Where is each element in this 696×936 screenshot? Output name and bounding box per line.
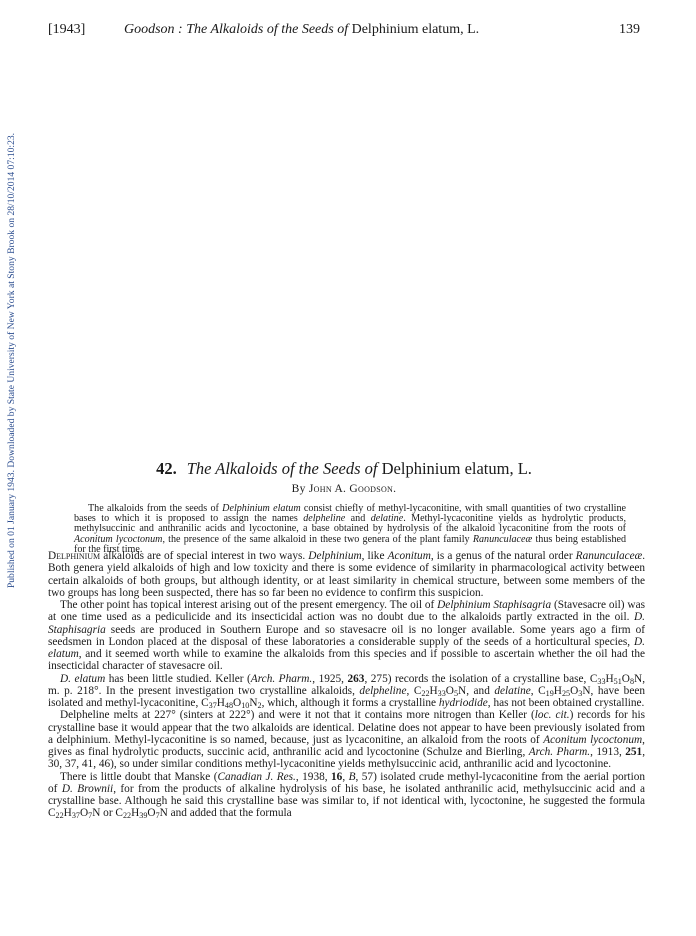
running-head — [48, 22, 640, 40]
article-body — [48, 550, 645, 820]
download-stamp — [4, 60, 20, 660]
body-paragraph-2: The other point has topical interest arising out of the present emergency. The oil of Delphinium Staphisagria (Stavesacre oil) was at one time used as a pediculicide and its insecticidal action was no doubt due to the alkaloids partly extracted in the oil. D. Staphisagria seeds are produced in Southern Europe and so stavesacre oil is no longer available. Some years ago a firm of seedsmen in London placed at the disposal of these laboratories a considerable supply of the seeds of a horticultural species, D. elatum, and it seemed worth while to examine the alkaloids from this species and if possible to ascertain whether the oil had the insecticidal character of stavesacre oil. — [48, 599, 645, 673]
download-stamp-text: Published on 01 January 1943. Downloaded by State University of New York at Stony Brook on 28/10/2014 07:10:23. — [6, 132, 18, 588]
body-paragraph-1: Delphinium alkaloids are of special interest in two ways. Delphinium, like Aconitum, is a genus of the natural order Ranunculaceæ. Both genera yield alkaloids of high and low toxicity and there is some evidence of similarity in pharmacological activity between certain alkaloids of both groups, but although identity, or at least similarity in chemical structure, between some members of the two groups has long been suspected, there has so far been no evidence to confirm this suspicion. — [48, 550, 646, 599]
lead-word: Delphinium — [48, 550, 101, 562]
running-title-italic: Goodson : The Alkaloids of the Seeds of — [124, 22, 349, 37]
journal-year: [1943] — [48, 22, 86, 37]
abstract-paragraph: The alkaloids from the seeds of Delphinium elatum consist chiefly of methyl-lycaconitine, with small quantities of two crystalline bases to which it is proposed to assign the names delpheline and delatine. Methyl-lycaconitine yields as hydrolytic products, methylsuccinic and anthranilic acids and lycoctonine, a base obtained by hydrolysis of the alkaloid lycaconitine from the roots of Aconitum lycoctonum, the presence of the same alkaloid in these two genera of the plant family Ranunculaceæ thus being established for the first time. — [74, 503, 627, 555]
running-title — [124, 22, 479, 38]
body-paragraph-4: Delpheline melts at 227° (sinters at 222°) and were it not that it contains more nitrogen than Keller (loc. cit.) records for his crystalline base it would appear that the two alkaloids are identical. Delatine does not appear to have been previously isolated from a delphinium. Methyl-lycaconitine is so named, because, just as lycaconitine, an alkaloid from the roots of Aconitum lycoctonum, gives as final hydrolytic products, succinic acid, anthranilic acid and lycoctonine (Schulze and Bierling, Arch. Pharm., 1913, 251, 30, 37, 41, 46), so under similar conditions methyl-lycaconitine yields methylsuccinic acid, anthranilic acid and lycoctonine. — [48, 709, 646, 771]
abstract — [74, 504, 626, 555]
running-title-roman: Delphinium elatum, L. — [351, 22, 480, 37]
article-title — [48, 459, 640, 479]
page-number: 139 — [619, 22, 640, 37]
article-number: 42. — [156, 459, 177, 478]
byline — [48, 483, 640, 495]
author-name: John A. Goodson. — [308, 483, 397, 495]
article-title-italic: The Alkaloids of the Seeds of — [186, 459, 378, 478]
byline-by: By — [291, 483, 306, 495]
body-paragraph-5: There is little doubt that Manske (Canadian J. Res., 1938, 16, B, 57) isolated crude methyl-lycaconitine from the aerial portion of D. Brownii, for from the products of alkaline hydrolysis of his base, he isolated anthranilic acid, methylsuccinic acid and a crystalline base. Although he said this crystalline base was similar to, if not identical with, lycoctonine, he suggested the formula $C_{22}H_{37}O_7N$ or $C_{22}H_{39}O_7N$ and added that the formula — [48, 770, 646, 821]
article-title-roman: Delphinium elatum, L. — [381, 459, 532, 478]
body-paragraph-3: D. elatum has been little studied. Keller (Arch. Pharm., 1925, 263, 275) records the isolation of a crystalline base, $C_{33}H_{51}O_8N$, m. p. 218°. In the present investigation two crystalline alkaloids, delpheline, $C_{22}H_{33}O_5N$, and delatine, $C_{19}H_{25}O_3N$, have been isolated and methyl-lycaconitine, $C_{37}H_{48}O_{10}N_2$, which, although it forms a crystalline hydriodide, has not been obtained crystalline. — [48, 672, 646, 711]
